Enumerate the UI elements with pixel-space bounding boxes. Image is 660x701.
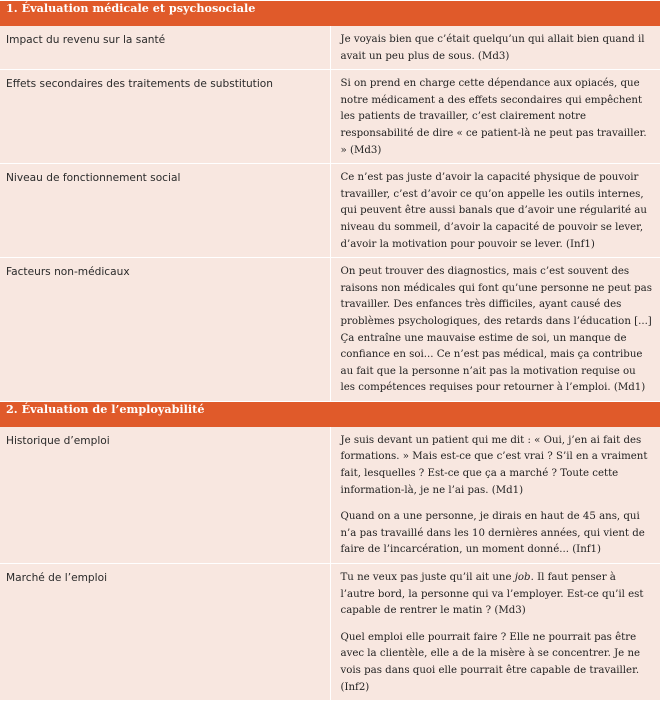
quote: On peut trouver des diagnostics, mais c’est souvent des raisons non médicales qui font qu’une personne ne peut pas travailler. Des enfances très difficiles, ayant causé des problèmes psychologiques, des retards dans l’éducation [...] Ça entraîne une mauvaise estime de soi, un manque de confiance en soi... Ce n’est pas médical, mais ça contribue au fait que la personne n’ait pas la motivation requise ou les compétences requises pour retourner à l’emploi. (Md1) — [340, 266, 652, 394]
row-quotes — [330, 427, 660, 564]
section-header — [0, 1, 660, 27]
row-label: Facteurs non-médicaux — [0, 258, 330, 402]
row-label: Marché de l’emploi — [0, 564, 330, 701]
row-label: Historique d’emploi — [0, 427, 330, 564]
quote: Je suis devant un patient qui me dit : « Oui, j’en ai fait des formations. » Mais est-ce que c’est vrai ? S’il en a vraiment fait, lesquelles ? Est-ce que ça a marché ? Toute cette information-là, je ne l’ai pas. (Md1) — [340, 434, 648, 496]
quote: Ce n’est pas juste d’avoir la capacité physique de pouvoir travailler, c’est d’avoir ce qu’on appelle les outils internes, qui peuvent être aussi banals que d’avoir une régularité au niveau du sommeil, d’avoir la capacité de pouvoir se lever, d’avoir la motivation pour pouvoir se lever. (Inf1) — [340, 172, 647, 250]
row-label: Effets secondaires des traitements de substitution — [0, 70, 330, 164]
table-row — [0, 564, 660, 701]
row-quotes — [330, 258, 660, 402]
section-title: 1. Évaluation médicale et psychosociale — [0, 1, 660, 27]
section-header — [0, 401, 660, 427]
quote: Je voyais bien que c’était quelqu’un qui allait bien quand il avait un peu plus de sous. (Md3) — [340, 34, 645, 62]
quote-text: . Il faut penser à l’autre bord, la personne qui va l’employer. Est-ce qu’il est capable de rentrer le matin ? (Md3) — [340, 572, 644, 617]
row-quotes — [330, 70, 660, 164]
quote: Quel emploi elle pourrait faire ? Elle ne pourrait pas être avec la clientèle, elle a de la misère à se concentrer. Je ne vois pas dans quoi elle pourrait être capable de travailler. (Inf2) — [340, 631, 641, 693]
table-row — [0, 258, 660, 402]
quote-emphasis: job — [514, 572, 531, 584]
quote: Si on prend en charge cette dépendance aux opiacés, que notre médicament a des effets secondaires qui empêchent les patients de travailler, c’est clairement notre responsabilité de dire « ce patient-là ne peut pas travailler. » (Md3) — [340, 78, 647, 156]
row-quotes — [330, 26, 660, 70]
section-title: 2. Évaluation de l’employabilité — [0, 401, 660, 427]
row-quotes — [330, 164, 660, 258]
table-row — [0, 427, 660, 564]
table-row — [0, 164, 660, 258]
quote-text: Tu ne veux pas juste qu’il ait une — [340, 572, 515, 584]
row-label: Impact du revenu sur la santé — [0, 26, 330, 70]
row-label: Niveau de fonctionnement social — [0, 164, 330, 258]
table-row — [0, 26, 660, 70]
quote — [341, 570, 653, 620]
quote: Quand on a une personne, je dirais en haut de 45 ans, qui n’a pas travaillé dans les 10 dernières années, qui vient de faire de l’incarcération, un moment donné... (Inf1) — [340, 511, 645, 556]
row-quotes — [330, 564, 660, 701]
table-row — [0, 70, 660, 164]
